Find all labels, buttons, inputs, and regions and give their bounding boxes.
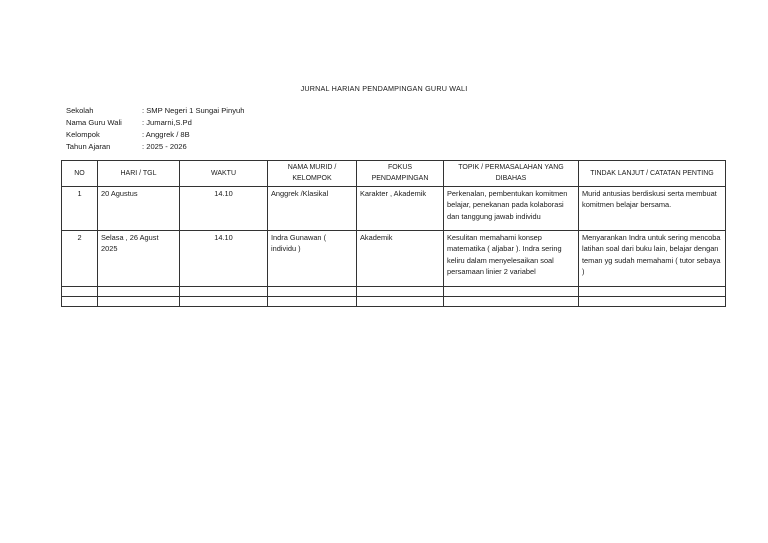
table-row <box>62 186 726 230</box>
empty-cell <box>62 286 98 296</box>
cell-fokus: Akademik <box>357 230 444 286</box>
empty-cell <box>579 296 726 306</box>
info-value: : SMP Negeri 1 Sungai Pinyuh <box>142 106 245 115</box>
cell-hari-tgl: 20 Agustus <box>98 186 180 230</box>
empty-cell <box>357 296 444 306</box>
info-row-tahun-ajaran <box>66 141 244 153</box>
header-waktu: WAKTU <box>180 161 268 187</box>
empty-cell <box>579 286 726 296</box>
info-label: Nama Guru Wali <box>66 118 122 127</box>
cell-no: 1 <box>62 186 98 230</box>
header-fokus: FOKUS PENDAMPINGAN <box>357 161 444 187</box>
empty-cell <box>180 286 268 296</box>
cell-waktu: 14.10 <box>180 186 268 230</box>
info-value: : Anggrek / 8B <box>142 130 190 139</box>
info-label: Sekolah <box>66 106 94 115</box>
header-nama-murid: NAMA MURID / KELOMPOK <box>268 161 357 187</box>
cell-topik: Kesulitan memahami konsep matematika ( aljabar ). Indra sering keliru dalam menyelesaikan soal persamaan linier 2 variabel <box>444 230 579 286</box>
empty-cell <box>98 296 180 306</box>
info-label: Kelompok <box>66 130 100 139</box>
info-row-sekolah <box>66 105 244 117</box>
info-label: Tahun Ajaran <box>66 142 111 151</box>
table-header-row <box>62 161 726 187</box>
cell-fokus: Karakter , Akademik <box>357 186 444 230</box>
header-tindak-lanjut: TINDAK LANJUT / CATATAN PENTING <box>579 161 726 187</box>
cell-waktu: 14.10 <box>180 230 268 286</box>
cell-tindak-lanjut: Murid antusias berdiskusi serta membuat komitmen belajar bersama. <box>579 186 726 230</box>
cell-nama: Anggrek /Klasikal <box>268 186 357 230</box>
empty-cell <box>444 286 579 296</box>
table-row <box>62 230 726 286</box>
journal-table <box>61 160 726 307</box>
header-topik: TOPIK / PERMASALAHAN YANG DIBAHAS <box>444 161 579 187</box>
table-row-empty <box>62 286 726 296</box>
table-row-empty <box>62 296 726 306</box>
empty-cell <box>62 296 98 306</box>
empty-cell <box>268 286 357 296</box>
info-block <box>66 105 244 153</box>
cell-no: 2 <box>62 230 98 286</box>
empty-cell <box>268 296 357 306</box>
info-value: : 2025 - 2026 <box>142 142 187 151</box>
empty-cell <box>444 296 579 306</box>
header-hari-tgl: HARI / TGL <box>98 161 180 187</box>
header-no: NO <box>62 161 98 187</box>
cell-topik: Perkenalan, pembentukan komitmen belajar, penekanan pada kolaborasi dan tanggung jawab individu <box>444 186 579 230</box>
document-title: JURNAL HARIAN PENDAMPINGAN GURU WALI <box>300 84 468 93</box>
empty-cell <box>98 286 180 296</box>
cell-hari-tgl: Selasa , 26 Agust 2025 <box>98 230 180 286</box>
info-row-guru-wali <box>66 117 244 129</box>
empty-cell <box>180 296 268 306</box>
info-row-kelompok <box>66 129 244 141</box>
cell-tindak-lanjut: Menyarankan Indra untuk sering mencoba latihan soal dari buku lain, belajar dengan teman yg sudah memahami ( tutor sebaya ) <box>579 230 726 286</box>
info-value: : Jumarni,S.Pd <box>142 118 192 127</box>
cell-nama: Indra Gunawan ( individu ) <box>268 230 357 286</box>
empty-cell <box>357 286 444 296</box>
